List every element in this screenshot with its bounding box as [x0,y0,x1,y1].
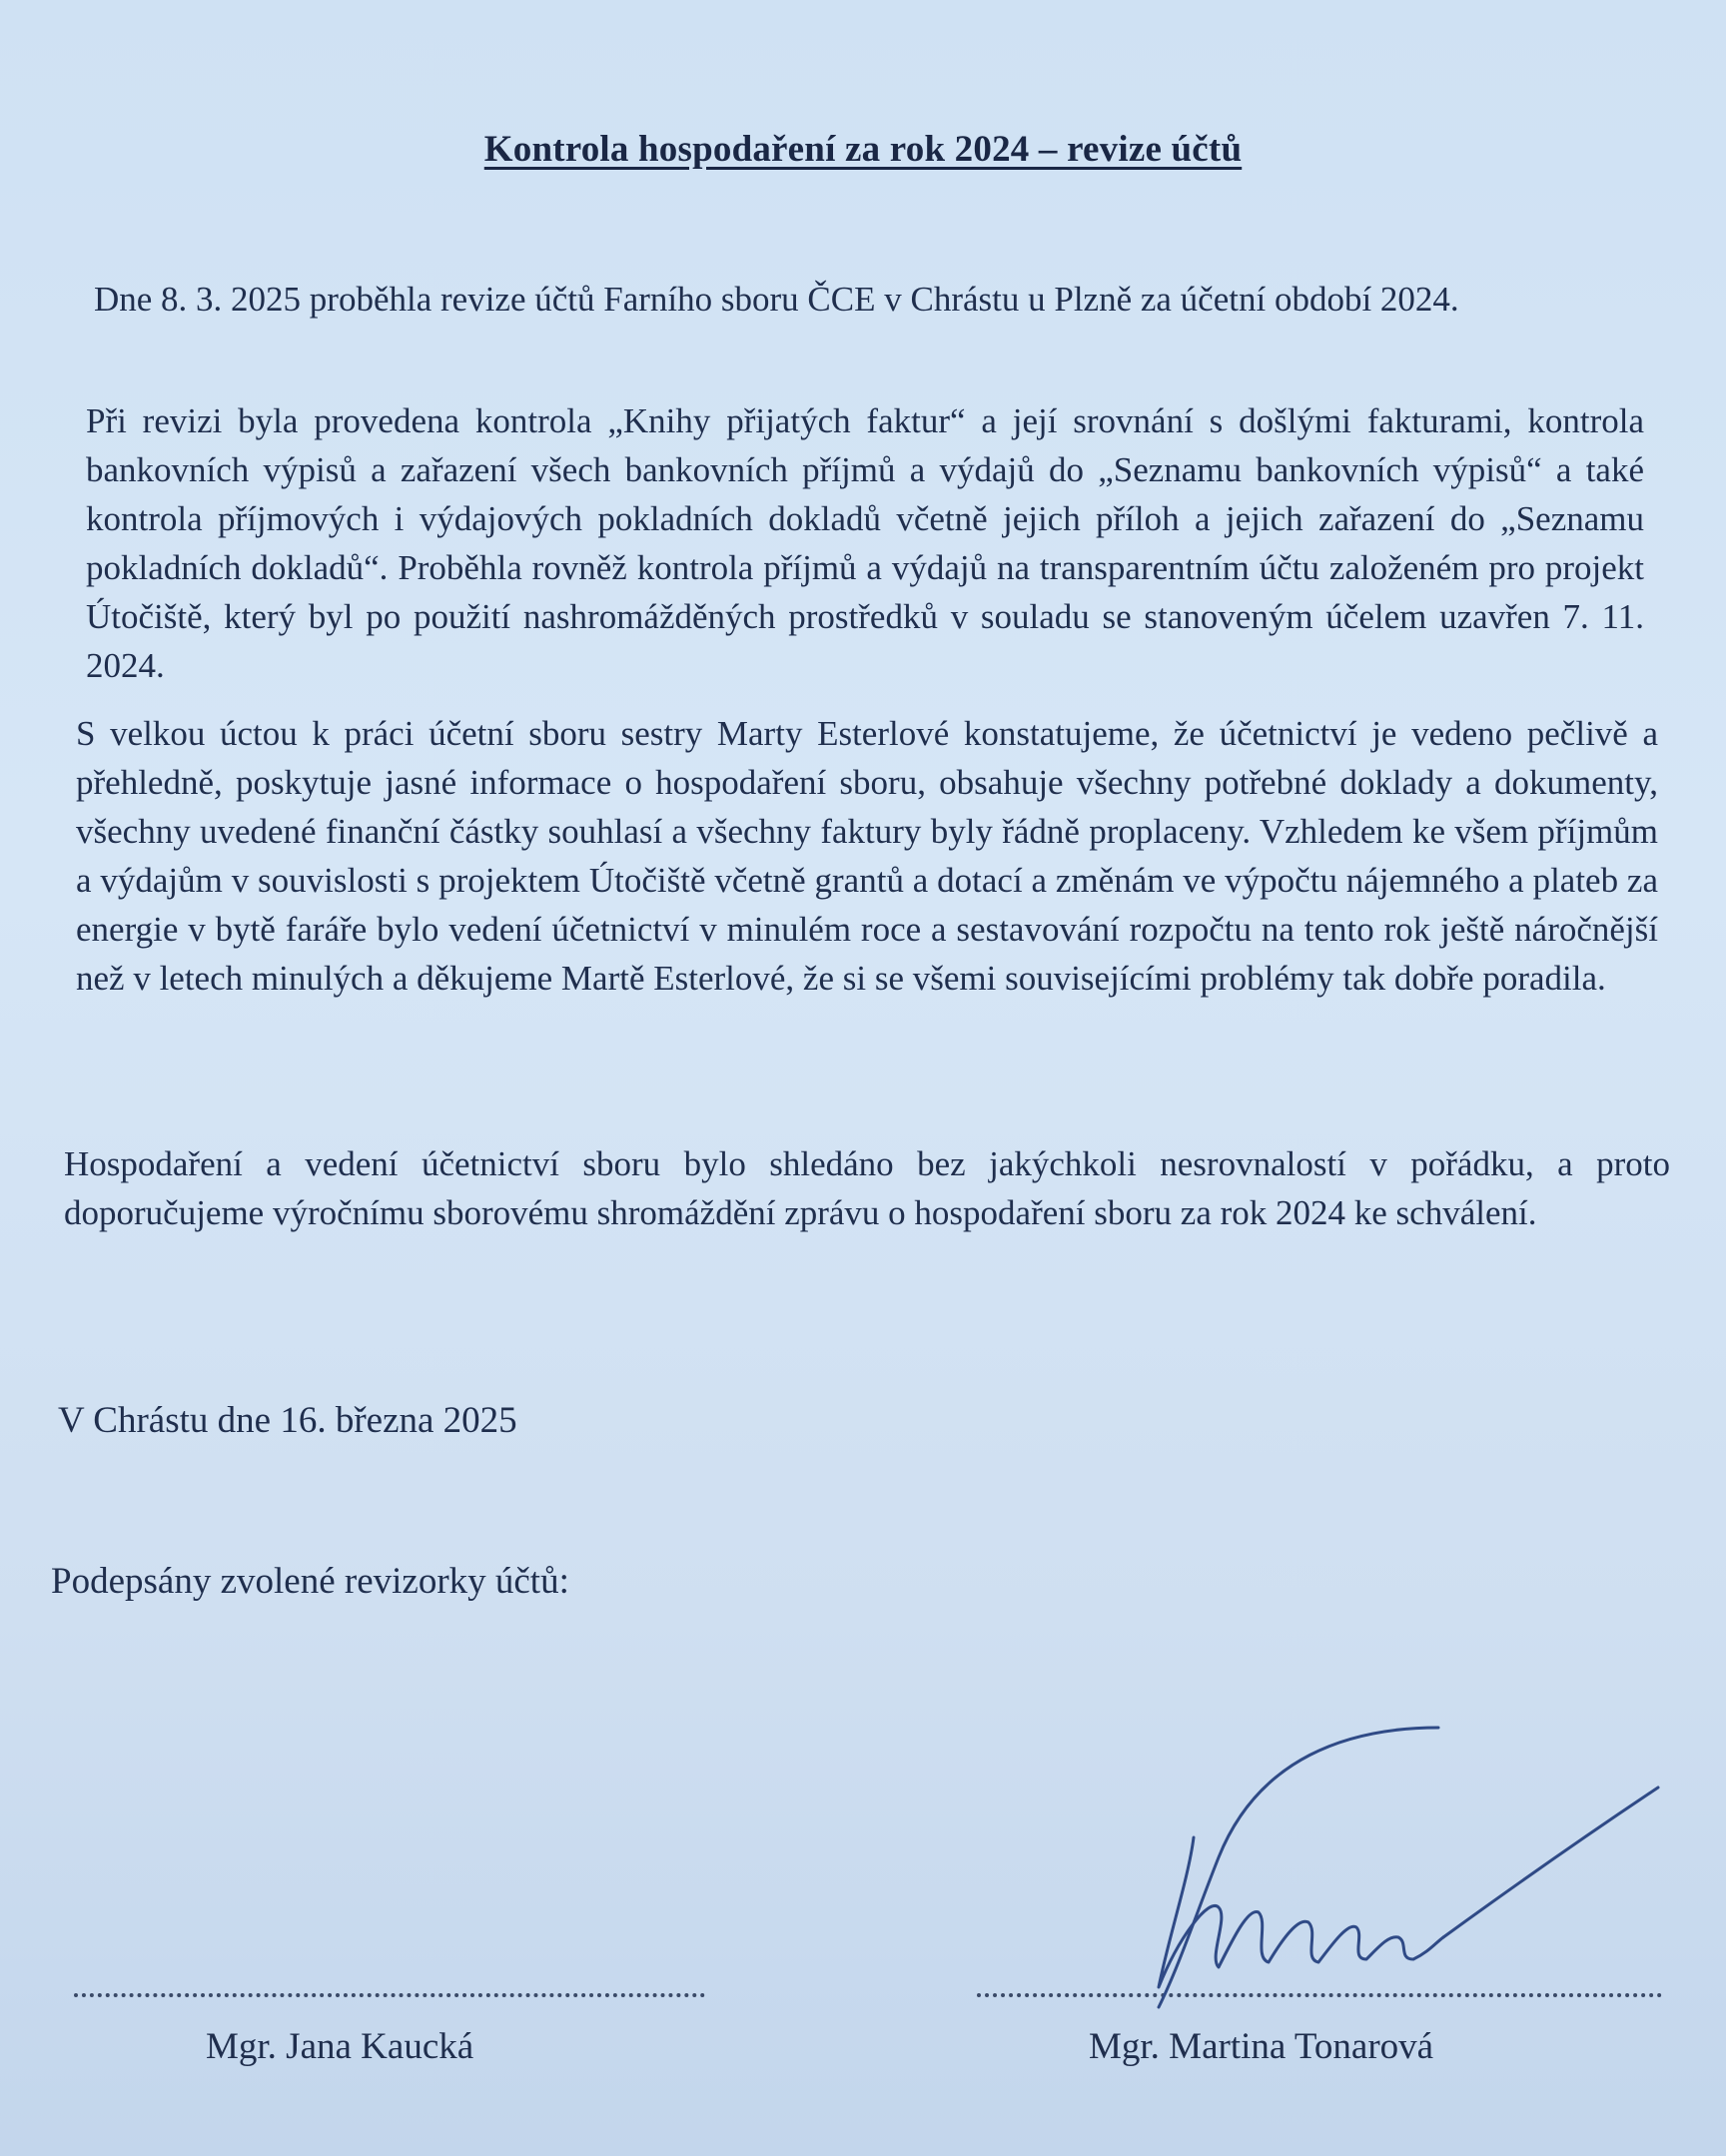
paragraph-revision-date: Dne 8. 3. 2025 proběhla revize účtů Farního sboru ČCE v Chrástu u Plzně za účetní období 2024. [94,280,1459,319]
signature-line-left [74,1993,705,1997]
paragraph-conclusion: Hospodaření a vedení účetnictví sboru bylo shledáno bez jakýchkoli nesrovnalostí v pořádku, a proto doporučujeme výročnímu sborovému shromáždění zprávu o hospodaření sboru za rok 2024 ke schválení. [64,1144,1670,1232]
handwritten-signature [1099,1698,1698,2057]
signer-name-right: Mgr. Martina Tonarová [1089,2026,1434,2067]
paragraph-acknowledgement: S velkou úctou k práci účetní sboru sestry Marty Esterlové konstatujeme, že účetnictví je vedeno pečlivě a přehledně, poskytuje jasné informace o hospodaření sboru, obsahuje všechny potřebné doklady a dokumenty, všechny uvedené finanční částky souhlasí a všechny faktury byly řádně proplaceny. Vzhledem ke všem příjmům a výdajům v souvislosti s projektem Útočiště včetně grantů a dotací a změnám ve výpočtu nájemného a plateb za energie v bytě faráře bylo vedení účetnictví v minulém roce a sestavování rozpočtu na tento rok ještě náročnější než v letech minulých a děkujeme Martě Esterlové, že si se všemi souvisejícími problémy tak dobře poradila. [76,714,1658,998]
signed-by-label: Podepsány zvolené revizorky účtů: [51,1561,569,1602]
signer-name-left: Mgr. Jana Kaucká [206,2026,474,2067]
document-title: Kontrola hospodaření za rok 2024 – revize účtů [483,129,1243,170]
paragraph-revision-scope: Při revizi byla provedena kontrola „Knihy přijatých faktur“ a její srovnání s došlými fakturami, kontrola bankovních výpisů a zařazení všech bankovních příjmů a výdajů do „Seznamu bankovních výpisů“ a také kontrola příjmových i výdajových pokladních dokladů včetně jejich příloh a jejich zařazení do „Seznamu pokladních dokladů“. Proběhla rovněž kontrola příjmů a výdajů na transparentním účtu založeném pro projekt Útočiště, který byl po použití nashromážděných prostředků v souladu se stanoveným účelem uzavřen 7. 11. 2024. [86,401,1644,685]
place-and-date: V Chrástu dne 16. března 2025 [58,1400,517,1441]
